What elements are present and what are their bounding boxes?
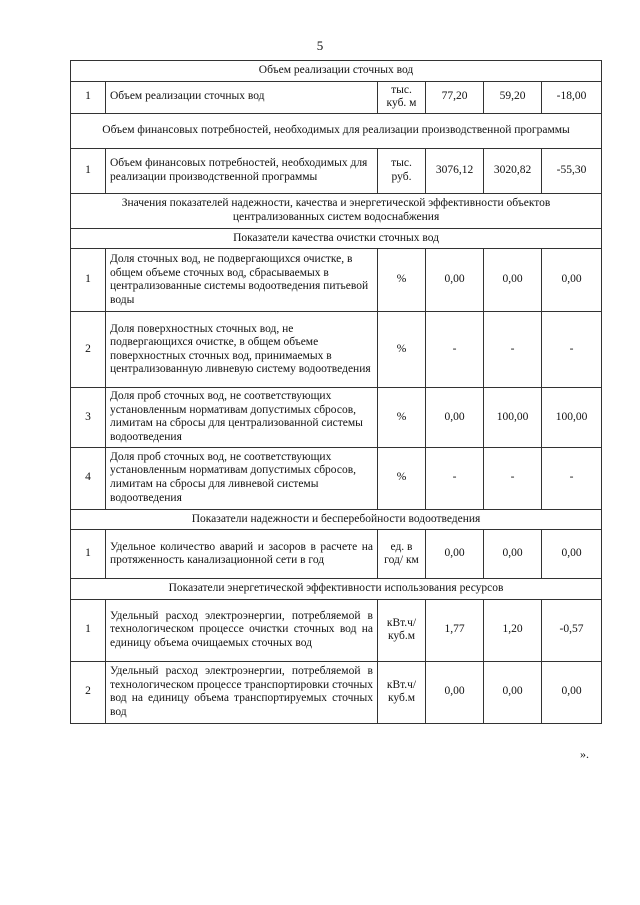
indicator-name: Удельный расход электроэнергии, потребляемой в технологическом процессе очистки сточных вод на единицу объема очищаемых сточных вод (106, 599, 378, 661)
section-header-row (71, 228, 602, 249)
value-cell: 59,20 (484, 81, 542, 113)
row-number: 2 (71, 312, 106, 388)
value-cell: 100,00 (484, 388, 542, 447)
row-number: 1 (71, 148, 106, 193)
value-cell: - (484, 312, 542, 388)
section-header-row (71, 113, 602, 148)
indicator-name: Удельное количество аварий и засоров в расчете на протяженность канализационной сети в год (106, 530, 378, 579)
indicators-table (70, 60, 602, 724)
unit-cell: кВт.ч/ куб.м (378, 599, 426, 661)
value-cell: 0,00 (426, 249, 484, 312)
row-number: 1 (71, 249, 106, 312)
value-cell: -55,30 (542, 148, 602, 193)
row-number: 2 (71, 661, 106, 723)
value-cell: 0,00 (426, 388, 484, 447)
row-number: 1 (71, 81, 106, 113)
indicator-name: Объем финансовых потребностей, необходимых для реализации производственной программы (106, 148, 378, 193)
value-cell: -0,57 (542, 599, 602, 661)
table-row (71, 599, 602, 661)
value-cell: 0,00 (484, 661, 542, 723)
section-header-row (71, 509, 602, 530)
unit-cell: тыс. куб. м (378, 81, 426, 113)
table-row (71, 388, 602, 447)
section-title: Показатели качества очистки сточных вод (71, 228, 602, 249)
value-cell: - (542, 312, 602, 388)
table-row (71, 81, 602, 113)
value-cell: - (426, 447, 484, 509)
page-number: 5 (316, 38, 324, 53)
indicator-name: Доля сточных вод, не подвергающихся очистке, в общем объеме сточных вод, сбрасываемых в централизованные системы водоотведения питьевой воды (106, 249, 378, 312)
section-title: Показатели энергетической эффективности использования ресурсов (71, 579, 602, 600)
unit-cell: % (378, 312, 426, 388)
indicator-name: Доля проб сточных вод, не соответствующих установленным нормативам допустимых сбросов, лимитам на сбросы для централизованной системы водоотведения (106, 388, 378, 447)
value-cell: 0,00 (542, 249, 602, 312)
table-row (71, 530, 602, 579)
value-cell: 0,00 (426, 530, 484, 579)
section-title: Показатели надежности и бесперебойности водоотведения (71, 509, 602, 530)
row-number: 3 (71, 388, 106, 447)
unit-cell: тыс. руб. (378, 148, 426, 193)
value-cell: 1,20 (484, 599, 542, 661)
section-title: Объем реализации сточных вод (71, 61, 602, 82)
unit-cell: % (378, 447, 426, 509)
row-number: 1 (71, 599, 106, 661)
table-row (71, 661, 602, 723)
section-header-row (71, 193, 602, 228)
indicator-name: Удельный расход электроэнергии, потребляемой в технологическом процессе транспортировки сточных вод на единицу объема транспортируемых сточных вод (106, 661, 378, 723)
unit-cell: % (378, 388, 426, 447)
closing-quote: ». (580, 747, 589, 761)
section-header-row (71, 579, 602, 600)
table-row (71, 148, 602, 193)
value-cell: - (426, 312, 484, 388)
table-row (71, 447, 602, 509)
value-cell: 0,00 (484, 249, 542, 312)
value-cell: - (542, 447, 602, 509)
value-cell: 100,00 (542, 388, 602, 447)
value-cell: 3076,12 (426, 148, 484, 193)
value-cell: 77,20 (426, 81, 484, 113)
indicator-name: Доля поверхностных сточных вод, не подвергающихся очистке, в общем объеме поверхностных сточных вод, принимаемых в централизованную ливневую систему водоотведения (106, 312, 378, 388)
table-row (71, 312, 602, 388)
table-row (71, 249, 602, 312)
value-cell: 0,00 (542, 530, 602, 579)
indicator-name: Доля проб сточных вод, не соответствующих установленным нормативам допустимых сбросов, лимитам на сбросы для ливневой системы водоотведения (106, 447, 378, 509)
section-title: Значения показателей надежности, качества и энергетической эффективности объектов централизованных систем водоснабжения (71, 193, 602, 228)
row-number: 4 (71, 447, 106, 509)
section-title: Объем финансовых потребностей, необходимых для реализации производственной программы (71, 113, 602, 148)
value-cell: 1,77 (426, 599, 484, 661)
unit-cell: кВт.ч/ куб.м (378, 661, 426, 723)
value-cell: 0,00 (484, 530, 542, 579)
row-number: 1 (71, 530, 106, 579)
unit-cell: ед. в год/ км (378, 530, 426, 579)
value-cell: - (484, 447, 542, 509)
value-cell: 0,00 (426, 661, 484, 723)
value-cell: -18,00 (542, 81, 602, 113)
value-cell: 3020,82 (484, 148, 542, 193)
value-cell: 0,00 (542, 661, 602, 723)
section-header-row (71, 61, 602, 82)
unit-cell: % (378, 249, 426, 312)
indicator-name: Объем реализации сточных вод (106, 81, 378, 113)
